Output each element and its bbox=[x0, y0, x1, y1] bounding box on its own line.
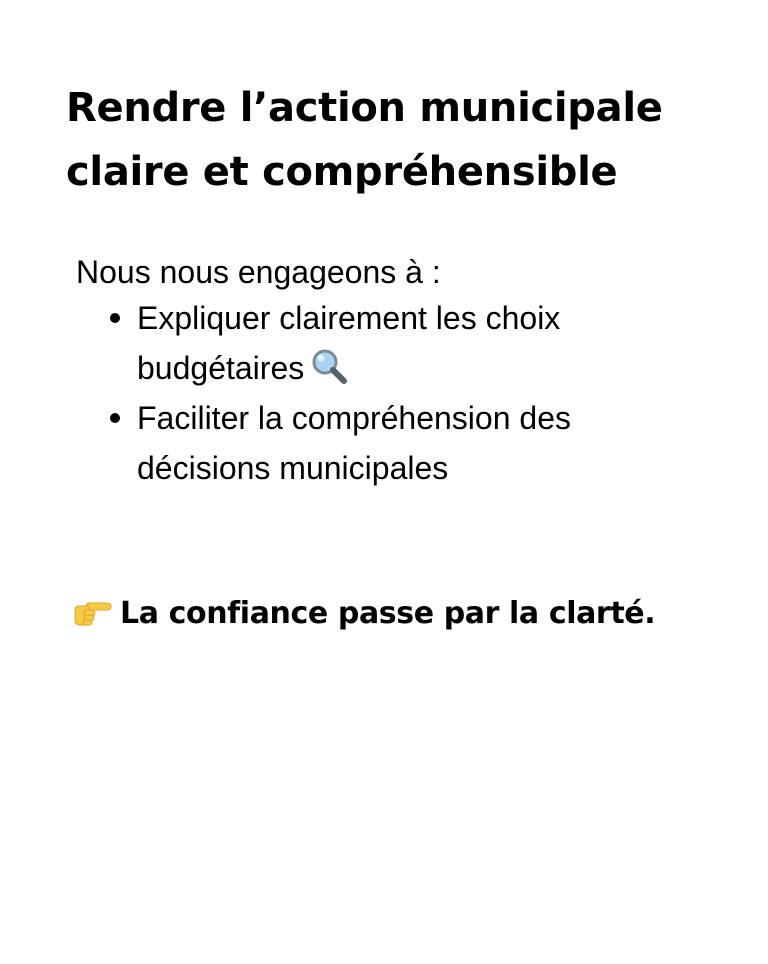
list-item bbox=[106, 293, 666, 393]
list-item-line-2 bbox=[137, 343, 666, 393]
magnifier-icon bbox=[310, 347, 348, 385]
title-line-1: Rendre l’action municipale bbox=[66, 85, 663, 131]
tagline bbox=[72, 592, 655, 636]
bullet-dot bbox=[110, 413, 120, 423]
title-line-2: claire et compréhensible bbox=[66, 149, 618, 195]
list-item-line-1: Faciliter la compréhension des bbox=[137, 400, 571, 436]
pointing-right-hand-icon bbox=[72, 598, 112, 630]
list-item-line-2: décisions municipales bbox=[137, 450, 449, 486]
bullet-dot bbox=[110, 313, 120, 323]
list-item-line-1: Expliquer clairement les choix bbox=[137, 300, 561, 336]
list-item bbox=[106, 393, 666, 493]
page-title bbox=[66, 76, 726, 204]
tagline-text: La confiance passe par la clarté. bbox=[120, 596, 656, 631]
intro-text: Nous nous engageons à : bbox=[76, 254, 441, 290]
list-item-text bbox=[137, 393, 666, 493]
commitment-list bbox=[106, 293, 666, 493]
list-item-line-2-text: budgétaires bbox=[137, 350, 305, 386]
list-item-text bbox=[137, 293, 666, 393]
